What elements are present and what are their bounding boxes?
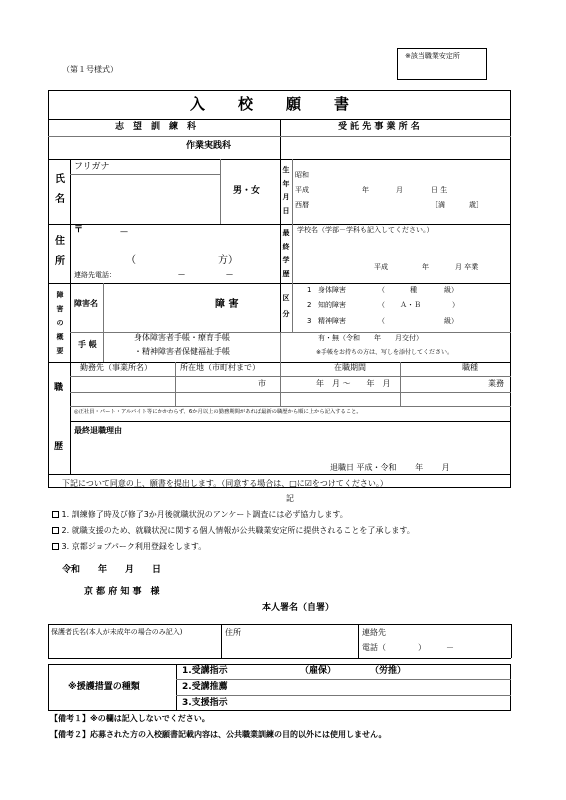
consent-item-3[interactable]: 3. 京都ジョブパーク利用登録をします。: [52, 543, 206, 551]
consent-checkbox-3[interactable]: [52, 543, 59, 550]
course-header: 志 望 訓 練 科: [115, 122, 197, 132]
assistance-label: ※援護措置の種類: [68, 682, 140, 692]
era-seireki[interactable]: 西暦: [295, 201, 309, 209]
guardian-phone[interactable]: 電話（ ） －: [362, 643, 454, 652]
guardian-address-label: 住所: [225, 628, 241, 637]
address-paren-close: 方）: [218, 255, 238, 266]
birth-month: 月: [396, 186, 403, 194]
category-1-mid: 種: [410, 286, 417, 294]
consent-line: 下記について同意の上、願書を提出します。（同意する場合は、□に☑をつけてください。）: [62, 479, 388, 488]
career-period[interactable]: 年 月 ～ 年 月: [316, 379, 391, 388]
phone-dash-1: —: [178, 270, 185, 278]
assistance-item-3[interactable]: 3.支援指示: [182, 698, 228, 708]
era-showa[interactable]: 昭和: [295, 171, 309, 179]
category-1-open: （: [378, 286, 385, 294]
assistance-item-1[interactable]: 1.受講指示: [182, 666, 228, 676]
consent-checkbox-2[interactable]: [52, 527, 59, 534]
postal-mark: 〒: [74, 225, 84, 235]
category-3-name[interactable]: 精神障害: [318, 317, 346, 325]
consent-item-1[interactable]: 1. 訓練修了時及び修了3か月後就職状況のアンケート調査には必ず協力します。: [52, 511, 348, 519]
birth-year: 年: [362, 186, 369, 194]
addressee: 京 都 府 知 事 様: [84, 587, 160, 597]
course-name[interactable]: 作業実践科: [186, 141, 232, 151]
address-label: 住 所: [55, 236, 65, 267]
age-close: 歳］: [469, 201, 483, 209]
category-3-close: 級）: [444, 317, 458, 325]
assistance-labor: （労推）: [370, 666, 407, 676]
assistance-item-2[interactable]: 2.受講推薦: [182, 682, 228, 692]
career-header-location: 所在地（市町村まで）: [180, 363, 260, 372]
career-note: ◎正社員・パート・アルバイト等にかかわらず、6か月以上の勤務期間があれば最新の職歴から順に上から記入すること。: [74, 409, 362, 415]
career-header-job: 職種: [462, 363, 478, 372]
form-title: 入 校 願 書: [190, 95, 351, 113]
category-2-open: （: [378, 301, 385, 309]
retire-reason-label: 最終退職理由: [74, 426, 122, 435]
category-2-mid[interactable]: Ａ・Ｂ: [400, 301, 421, 309]
grad-era: 平成: [374, 263, 388, 271]
assistance-employ: （雇保）: [300, 666, 337, 676]
birth-day: 日 生: [431, 186, 448, 194]
notebook-label: 手 帳: [78, 340, 97, 349]
consent-item-2[interactable]: 2. 就職支援のため、就職状況に関する個人情報が公共職業安定所に提供されることを了承します。: [52, 527, 415, 535]
category-2-close: ）: [452, 301, 459, 309]
career-job-suffix: 業務: [488, 379, 504, 388]
notebook-status[interactable]: 有・無（令和 年 月交付）: [318, 334, 423, 342]
note-2: 【備考２】応募された方の入校願書記載内容は、公共職業訓練の目的以外には使用しません。: [50, 730, 387, 739]
gender-select[interactable]: 男・女: [233, 186, 261, 196]
contractor-header: 受 託 先 事 業 所 名: [338, 122, 420, 132]
disability-label: 障 害 の 概 要: [56, 290, 64, 355]
phone-label: 連絡先電話：: [74, 271, 116, 279]
name-label: 氏 名: [55, 174, 65, 205]
category-label: 区 分: [282, 293, 290, 318]
guardian-name-label: 保護者氏名(本人が未成年の場合のみ記入): [51, 628, 183, 636]
career-label-bottom: 歴: [54, 442, 64, 452]
grad-month: 月 卒業: [455, 263, 479, 271]
guardian-contact-label: 連絡先: [362, 628, 386, 637]
category-1-name[interactable]: 身体障害: [318, 286, 346, 294]
birth-label: 生 年 月 日: [282, 166, 290, 215]
category-2-name[interactable]: 知的障害: [318, 301, 346, 309]
consent-ki: 記: [286, 494, 294, 503]
category-3-open: （: [378, 317, 385, 325]
career-header-period: 在職期間: [334, 363, 366, 372]
address-paren-open: （: [126, 255, 136, 266]
furigana-label: フリガナ: [74, 162, 110, 172]
category-3-no: 3: [307, 317, 312, 325]
school-note: 学校名（学部－学科も記入してください。）: [297, 226, 434, 234]
education-label: 最 終 学 歴: [282, 229, 290, 278]
category-1-close: 級）: [444, 286, 458, 294]
note-1: 【備考１】※の欄は記入しないでください。: [50, 714, 210, 723]
notebook-type-1[interactable]: 身体障害者手帳・療育手帳: [134, 333, 230, 342]
category-1-no: 1: [307, 286, 312, 294]
grad-year: 年: [422, 263, 429, 271]
phone-dash-2: —: [226, 270, 233, 278]
retire-date[interactable]: 退職日 平成・令和 年 月: [330, 463, 450, 472]
form-number: （第１号様式）: [62, 65, 118, 74]
era-heisei[interactable]: 平成: [295, 186, 309, 194]
disability-word: 障 害: [215, 299, 239, 310]
notebook-note: ※手帳をお持ちの方は、写しを添付してください。: [316, 349, 454, 356]
disability-name-label: 障害名: [74, 299, 98, 308]
notebook-type-2[interactable]: ・精神障害者保健福祉手帳: [134, 347, 230, 356]
date-line[interactable]: 令和 年 月 日: [62, 565, 162, 575]
career-city: 市: [258, 379, 266, 388]
career-header-employer: 勤務先（事業所名）: [80, 363, 152, 372]
category-2-no: 2: [307, 301, 312, 309]
office-stamp-label: ※該当職業安定所: [405, 52, 460, 60]
signature-label: 本人署名（自署）: [262, 603, 335, 613]
postal-dash: —: [120, 227, 128, 236]
age-open: ［満: [431, 201, 445, 209]
consent-checkbox-1[interactable]: [52, 511, 59, 518]
career-label-top: 職: [54, 383, 64, 393]
